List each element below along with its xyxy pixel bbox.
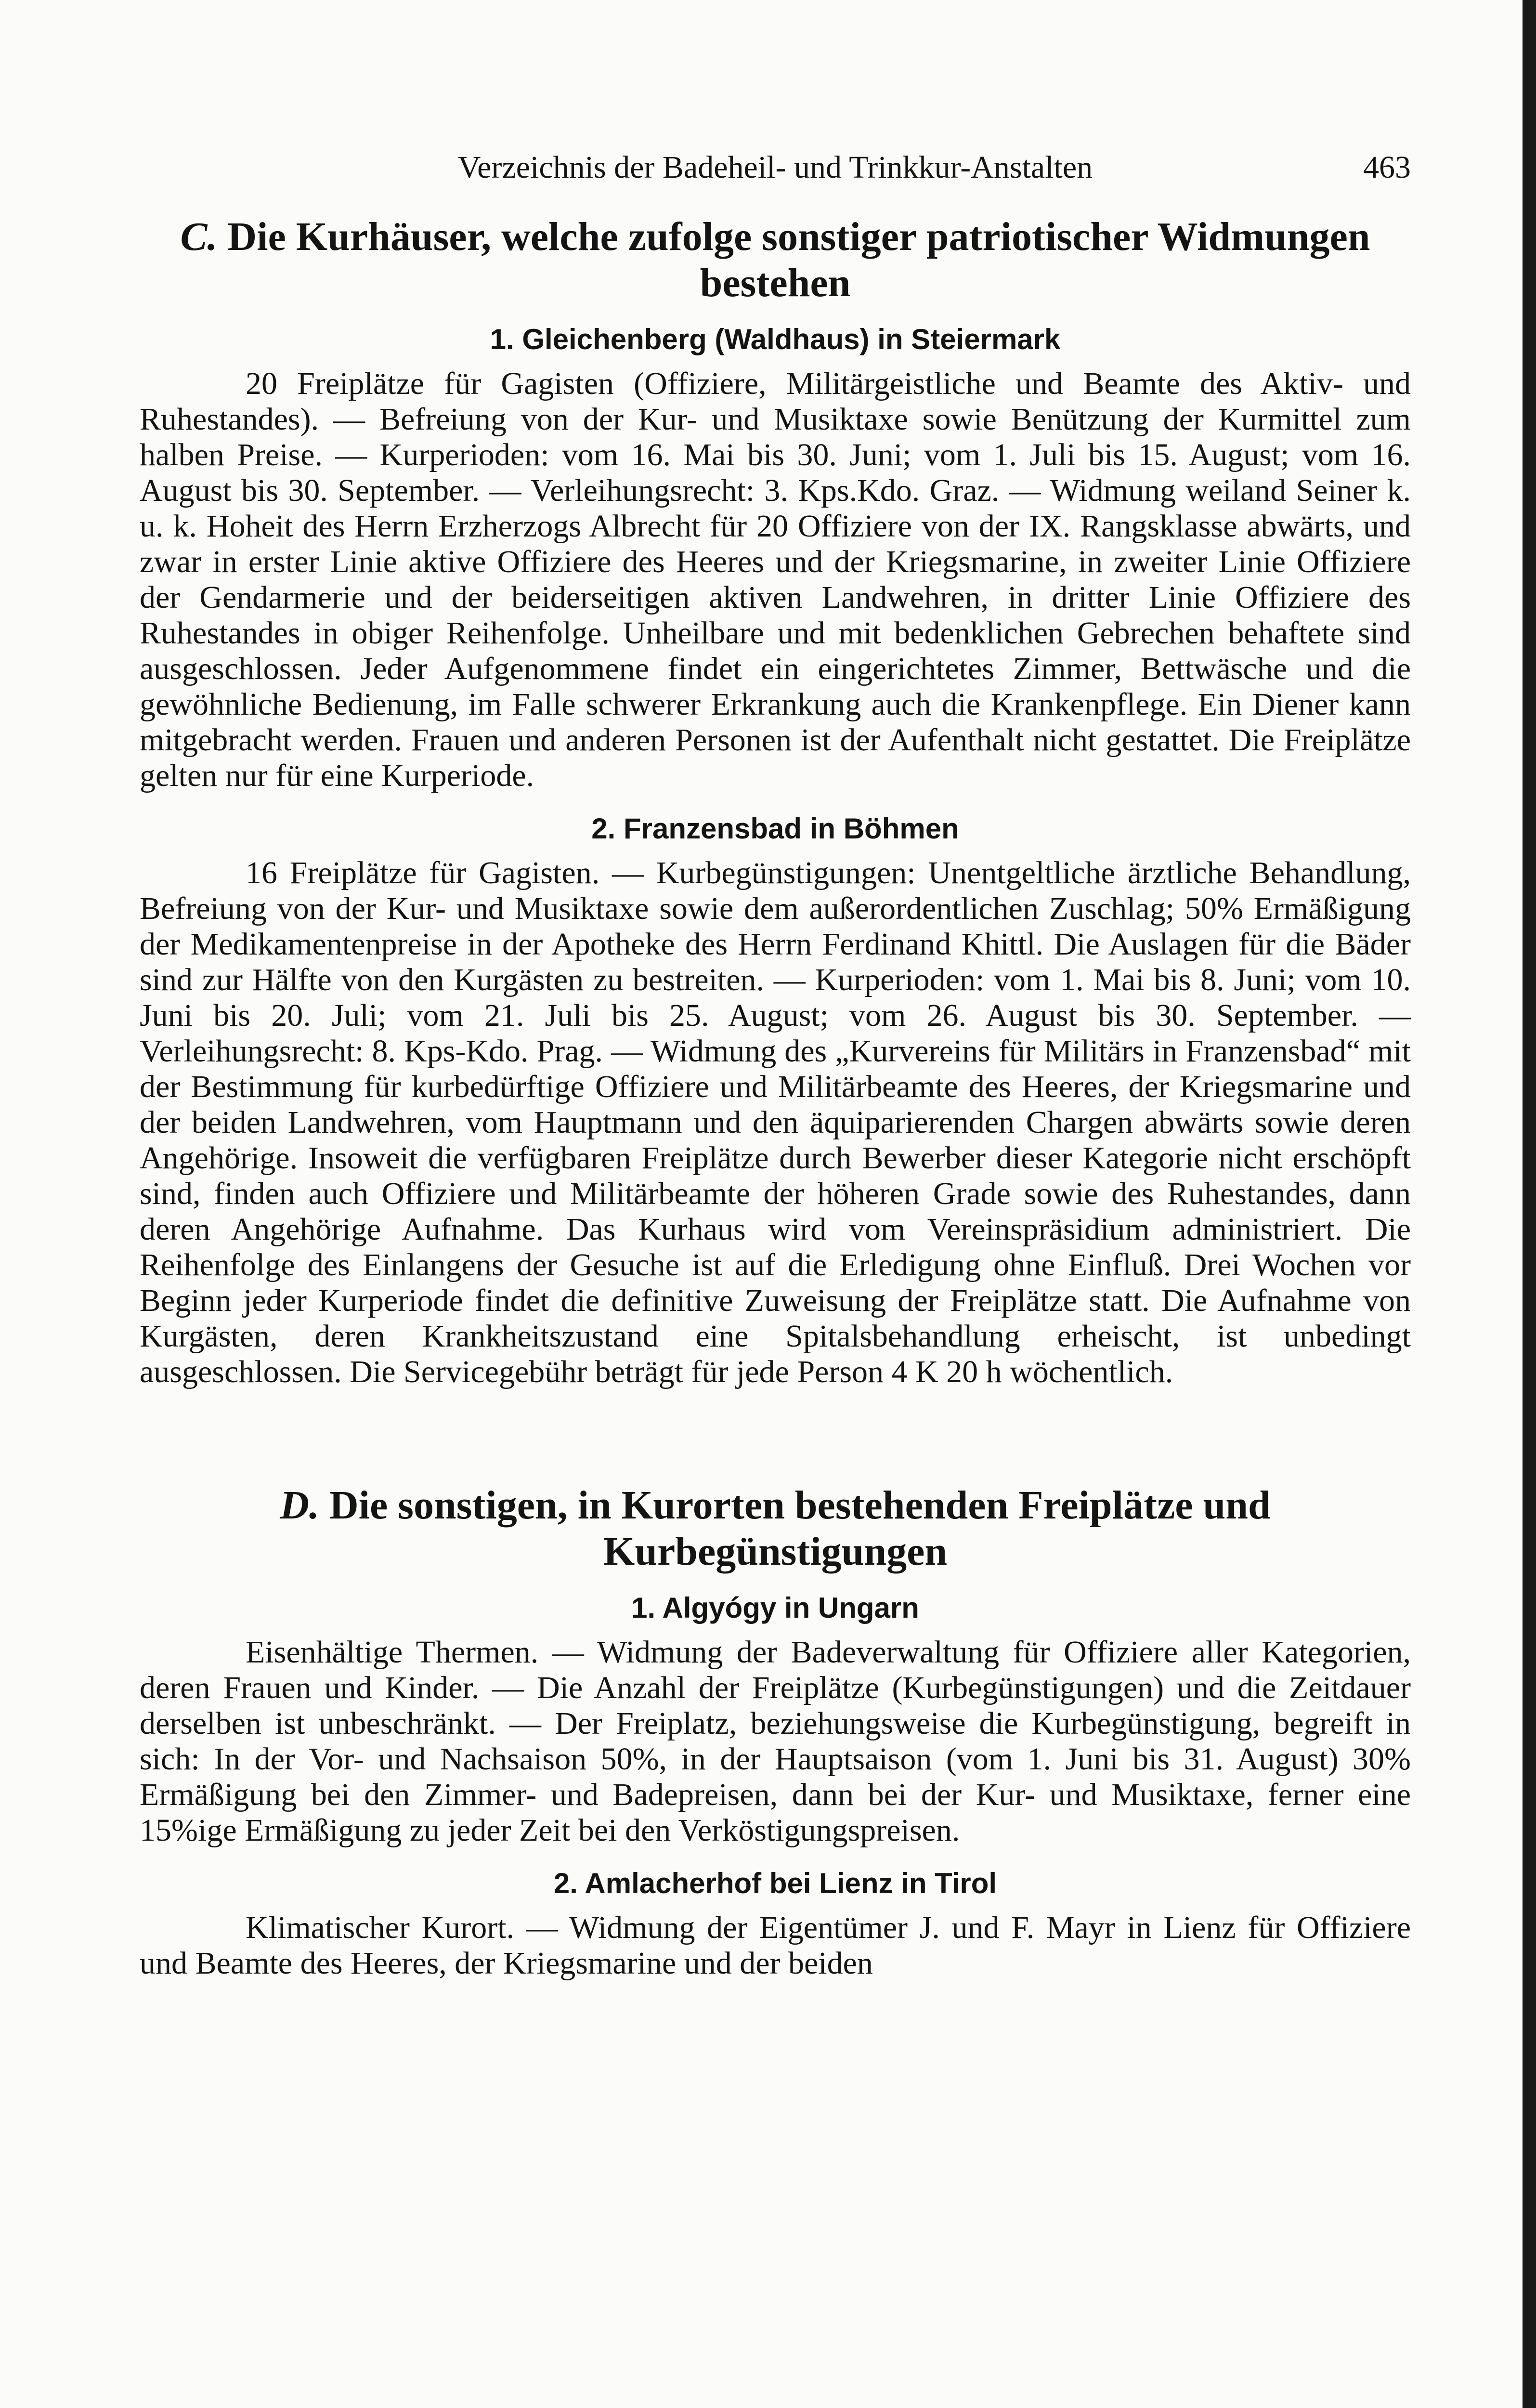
page-edge-shadow (1523, 0, 1536, 2408)
paragraph-gleichenberg: 20 Freiplätze für Gagisten (Offiziere, Militärgeistliche und Beamte des Aktiv- und Ruhestandes). — Befreiung von der Kur- und Musiktaxe sowie Benützung der Kurmittel zum halben Preise. — Kurperioden: vom 16. Mai bis 30. Juni; vom 1. Juli bis 15. August; vom 16. August bis 30. September. — Verleihungsrecht: 3. Kps.Kdo. Graz. — Widmung weiland Seiner k. u. k. Hoheit des Herrn Erzherzogs Albrecht für 20 Offiziere von der IX. Rangsklasse abwärts, und zwar in erster Linie aktive Offiziere des Heeres und der Kriegsmarine, in zweiter Linie Offiziere der Gendarmerie und der beiderseitigen aktiven Landwehren, in dritter Linie Offiziere des Ruhestandes in obiger Reihenfolge. Unheilbare und mit bedenklichen Gebrechen behaftete sind ausgeschlossen. Jeder Aufgenommene findet ein eingerichtetes Zimmer, Bettwäsche und die gewöhnliche Bedienung, im Falle schwerer Erkrankung auch die Krankenpflege. Ein Diener kann mitgebracht werden. Frauen und anderen Personen ist der Aufenthalt nicht gestattet. Die Freiplätze gelten nur für eine Kurperiode. (140, 366, 1411, 793)
running-head-title: Verzeichnis der Badeheil- und Trinkkur-Anstalten (457, 150, 1093, 185)
subsection-algyogy-heading: 1. Algyógy in Ungarn (631, 1592, 919, 1624)
page-number: 463 (1363, 150, 1411, 185)
section-d-title (140, 1482, 1411, 1575)
paragraph-franzensbad: 16 Freiplätze für Gagisten. — Kurbegünstigungen: Unentgeltliche ärztliche Behandlung, Befreiung von der Kur- und Musiktaxe sowie dem außerordentlichen Zuschlag; 50% Ermäßigung der Medikamentenpreise in der Apotheke des Herrn Ferdinand Khittl. Die Auslagen für die Bäder sind zur Hälfte von den Kurgästen zu bestreiten. — Kurperioden: vom 1. Mai bis 8. Juni; vom 10. Juni bis 20. Juli; vom 21. Juli bis 25. August; vom 26. August bis 30. September. — Verleihungsrecht: 8. Kps-Kdo. Prag. — Widmung des „Kurvereins für Militärs in Franzensbad“ mit der Bestimmung für kurbedürftige Offiziere und Militärbeamte des Heeres, der Kriegsmarine und der beiden Landwehren, vom Hauptmann und den äquiparierenden Chargen abwärts sowie deren Angehörige. Insoweit die verfügbaren Freiplätze durch Bewerber dieser Kategorie nicht erschöpft sind, finden auch Offiziere und Militärbeamte der höheren Grade sowie des Ruhestandes, dann deren Angehörige Aufnahme. Das Kurhaus wird vom Vereinspräsidium administriert. Die Reihenfolge des Einlangens der Gesuche ist auf die Erledigung ohne Einfluß. Drei Wochen vor Beginn jeder Kurperiode findet die definitive Zuweisung der Freiplätze statt. Die Aufnahme von Kurgästen, deren Krankheitszustand eine Spitalsbehandlung erheischt, ist unbedingt ausgeschlossen. Die Servicegebühr beträgt für jede Person 4 K 20 h wöchentlich. (140, 855, 1411, 1389)
subsection-amlacherhof-heading: 2. Amlacherhof bei Lienz in Tirol (553, 1867, 997, 1899)
section-d-heading: Die sonstigen, in Kurorten bestehenden Freiplätze und Kurbegünstigungen (329, 1483, 1271, 1574)
paragraph-algyogy: Eisenhältige Thermen. — Widmung der Badeverwaltung für Offiziere aller Kategorien, deren Frauen und Kinder. — Die Anzahl der Freiplätze (Kurbegünstigungen) und die Zeitdauer derselben ist unbeschränkt. — Der Freiplatz, beziehungsweise die Kurbegünstigung, begreift in sich: In der Vor- und Nachsaison 50%, in der Hauptsaison (vom 1. Juni bis 31. August) 30% Ermäßigung bei den Zimmer- und Badepreisen, dann bei der Kur- und Musiktaxe, ferner eine 15%ige Ermäßigung zu jeder Zeit bei den Verköstigungspreisen. (140, 1635, 1411, 1848)
running-head (140, 144, 1411, 191)
subsection-franzensbad-heading: 2. Franzensbad in Böhmen (591, 812, 959, 845)
section-spacer (140, 1406, 1411, 1459)
subsection-gleichenberg-heading: 1. Gleichenberg (Waldhaus) in Steiermark (490, 323, 1061, 355)
page-content (140, 144, 1411, 1998)
paragraph-amlacherhof: Klimatischer Kurort. — Widmung der Eigentümer J. und F. Mayr in Lienz für Offiziere und Beamte des Heeres, der Kriegsmarine und der beiden (140, 1910, 1411, 1981)
section-d-letter: D. (280, 1483, 320, 1528)
section-c-title (140, 214, 1411, 306)
section-c-letter: C. (180, 214, 218, 259)
section-c-heading: Die Kurhäuser, welche zufolge sonstiger patriotischer Widmungen bestehen (227, 214, 1370, 305)
